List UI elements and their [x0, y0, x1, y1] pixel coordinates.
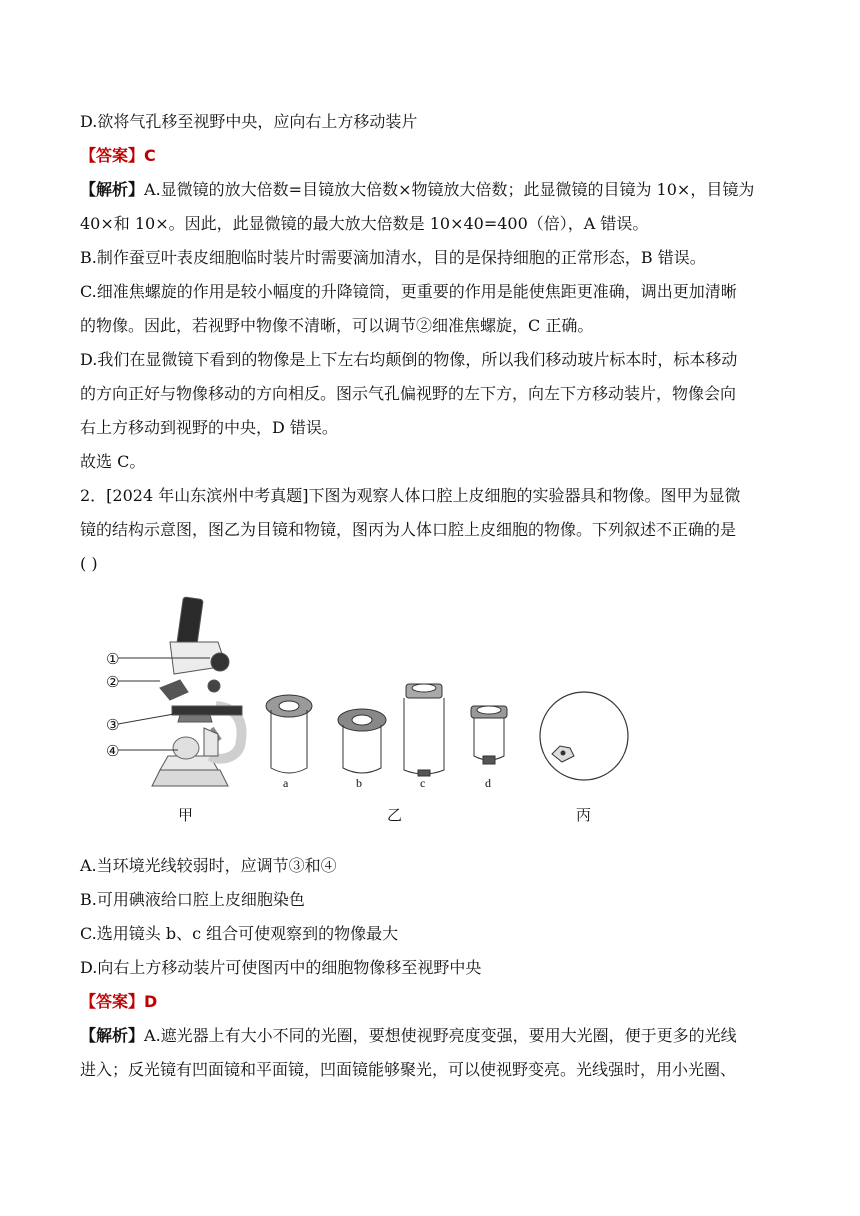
q1-option-d: D.欲将气孔移至视野中央，应向右上方移动装片 — [80, 112, 418, 131]
q1-analysis-line-6: 的方向正好与物像移动的方向相反。图示气孔偏视野的左下方，向左下方移动装片，物像会向 — [80, 384, 737, 403]
q1-conclusion: 故选 C。 — [80, 452, 146, 471]
q1-analysis-line-7: 右上方移动到视野的中央，D 错误。 — [80, 418, 338, 437]
answer-value: C — [144, 146, 156, 165]
label-1: ① — [106, 650, 120, 668]
analysis-tag: 【解析】 — [80, 1026, 145, 1045]
q2-option-d: D.向右上方移动装片可使图丙中的细胞物像移至视野中央 — [80, 958, 482, 977]
answer-tag: 【答案】 — [80, 992, 145, 1011]
q2-option-b: B.可用碘液给口腔上皮细胞染色 — [80, 890, 305, 909]
q1-analysis-line-4: 的物像。因此，若视野中物像不清晰，可以调节②细准焦螺旋，C 正确。 — [80, 316, 594, 335]
label-2: ② — [106, 673, 120, 691]
q2-analysis-line-1: 进入；反光镜有凹面镜和平面镜，凹面镜能够聚光，可以使视野变亮。光线强时，用小光圈、 — [80, 1060, 737, 1079]
caption-yi: 乙 — [387, 806, 403, 824]
analysis-text: A.遮光器上有大小不同的光圈，要想使视野亮度变强，要用大光圈，便于更多的光线 — [144, 1026, 737, 1045]
q2-stem-line-0: 2．[2024 年山东滨州中考真题]下图为观察人体口腔上皮细胞的实验器具和物像。图甲为显微 — [80, 486, 741, 505]
lens-label-c: c — [420, 776, 426, 790]
q2-analysis-line-0 — [80, 1026, 737, 1046]
lens-label-b: b — [356, 776, 362, 790]
lens-c — [404, 684, 444, 776]
q1-analysis-line-1: 40×和 10×。因此，此显微镜的最大放大倍数是 10×40=400（倍），A 错误。 — [80, 214, 649, 233]
analysis-text: A.显微镜的放大倍数=目镜放大倍数×物镜放大倍数；此显微镜的目镜为 10×，目镜为 — [144, 180, 755, 199]
q2-stem-line-1: 镜的结构示意图，图乙为目镜和物镜，图丙为人体口腔上皮细胞的物像。下列叙述不正确的是 — [80, 520, 737, 539]
caption-jia: 甲 — [178, 806, 194, 824]
analysis-tag: 【解析】 — [80, 180, 145, 199]
callout-lines — [118, 658, 210, 750]
experiment-figure — [100, 588, 660, 828]
microscope-illustration — [100, 588, 660, 828]
label-3: ③ — [106, 716, 120, 734]
q1-analysis-line-3: C.细准焦螺旋的作用是较小幅度的升降镜筒，更重要的作用是能使焦距更准确，调出更加清晰 — [80, 282, 737, 301]
answer-tag: 【答案】 — [80, 146, 145, 165]
lens-a — [266, 695, 312, 773]
microscope-drawing — [152, 597, 242, 786]
q2-answer — [80, 992, 157, 1012]
q2-option-a: A.当环境光线较弱时，应调节③和④ — [80, 856, 337, 875]
lens-label-a: a — [283, 776, 289, 790]
q2-stem-blank: ( ) — [80, 554, 98, 573]
q1-analysis-line-0 — [80, 180, 754, 200]
q1-answer — [80, 146, 156, 166]
caption-bing: 丙 — [576, 806, 592, 824]
lens-set — [266, 684, 507, 776]
q1-analysis-line-2: B.制作蚕豆叶表皮细胞临时装片时需要滴加清水，目的是保持细胞的正常形态，B 错误。 — [80, 248, 706, 267]
lens-label-d: d — [485, 776, 491, 790]
lens-d — [471, 706, 507, 764]
label-4: ④ — [106, 742, 120, 760]
answer-value: D — [144, 992, 158, 1011]
q1-analysis-line-5: D.我们在显微镜下看到的物像是上下左右均颠倒的物像，所以我们移动玻片标本时，标本移动 — [80, 350, 738, 369]
q2-option-c: C.选用镜头 b、c 组合可使观察到的物像最大 — [80, 924, 399, 943]
lens-b — [338, 709, 386, 773]
field-of-view — [540, 692, 628, 780]
